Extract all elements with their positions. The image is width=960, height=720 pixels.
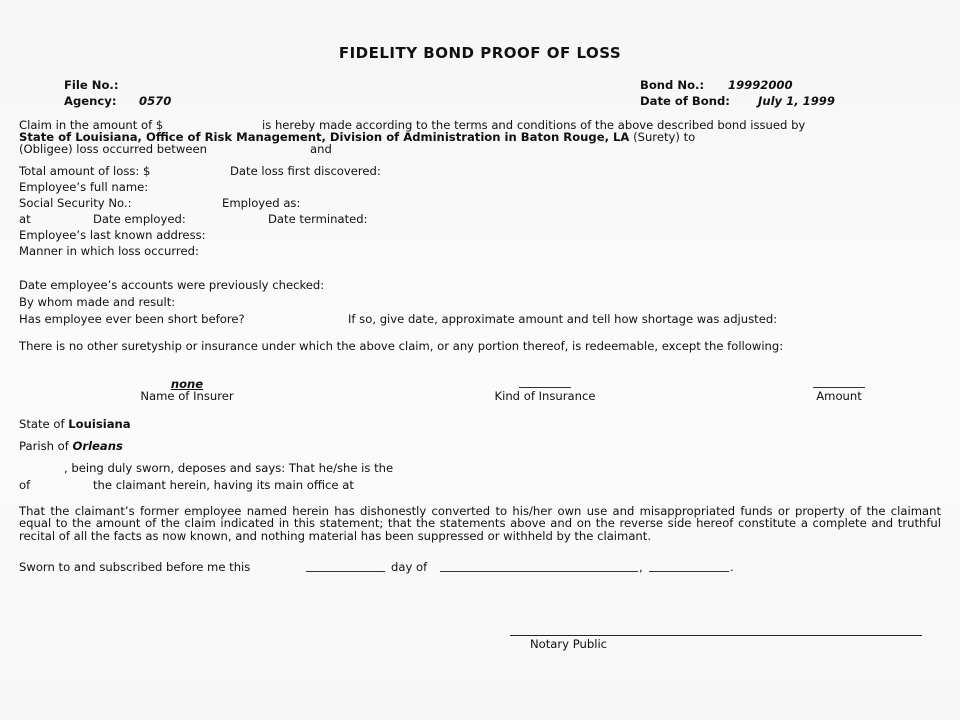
- accounts-checked-label: Date employee’s accounts were previously checked:: [19, 278, 325, 292]
- surety-name: State of Louisiana, Office of Risk Management, Division of Administration in Baton Rouge, LA: [19, 130, 630, 144]
- sworn-of-label: of: [19, 478, 31, 492]
- agency-value: 0570: [139, 94, 172, 108]
- kind-of-insurance-blank: [519, 387, 571, 388]
- manner-label: Manner in which loss occurred:: [19, 244, 199, 258]
- total-loss-label: Total amount of loss: $: [19, 164, 151, 178]
- insurer-label: Name of Insurer: [140, 389, 234, 403]
- loss-period-label: (Obligee) loss occurred between: [19, 142, 207, 156]
- claim-amount-label: Claim in the amount of $: [19, 118, 164, 132]
- month-blank: [440, 571, 638, 572]
- bond-no-value: 19992000: [728, 78, 793, 92]
- claim-terms-text: is hereby made according to the terms and conditions of the above described bond issued by: [262, 118, 806, 132]
- bond-no-label: Bond No.:: [640, 78, 705, 92]
- notary-label: Notary Public: [530, 637, 608, 651]
- suretyship-text: There is no other suretyship or insurance under which the above claim, or any portion thereof, is redeemable, except the following:: [19, 339, 784, 353]
- state-label: State of: [19, 417, 65, 431]
- employed-as-label: Employed as:: [222, 196, 301, 210]
- amount-blank: [813, 387, 865, 388]
- kind-label: Kind of Insurance: [494, 389, 596, 403]
- insurer-value: none: [170, 377, 204, 391]
- parish-label: Parish of: [19, 439, 69, 453]
- last-address-label: Employee’s last known address:: [19, 228, 206, 242]
- by-whom-label: By whom made and result:: [19, 295, 176, 309]
- subscribed-comma: ,: [639, 560, 643, 574]
- state-value: Louisiana: [68, 417, 131, 431]
- date-employed-label: Date employed:: [93, 212, 186, 226]
- amount-label: Amount: [816, 389, 862, 403]
- sworn-line: , being duly sworn, deposes and says: That he/she is the: [64, 461, 394, 475]
- document-title: FIDELITY BOND PROOF OF LOSS: [338, 44, 622, 62]
- if-so-label: If so, give date, approximate amount and tell how shortage was adjusted:: [348, 312, 778, 326]
- notary-signature-line: [510, 635, 922, 636]
- day-of-label: day of: [391, 560, 428, 574]
- day-blank: [306, 571, 385, 572]
- loss-period-and: and: [310, 142, 332, 156]
- short-before-label: Has employee ever been short before?: [19, 312, 245, 326]
- surety-suffix: (Surety) to: [633, 130, 696, 144]
- agency-label: Agency:: [64, 94, 117, 108]
- file-no-label: File No.:: [64, 78, 119, 92]
- date-discovered-label: Date loss first discovered:: [230, 164, 381, 178]
- state-line: [19, 417, 131, 431]
- date-of-bond-value: July 1, 1999: [758, 94, 835, 108]
- statement-text: That the claimant’s former employee named herein has dishonestly converted to his/her own use and misappropriated funds or property of the claimant equal to the amount of the claim indicated in this statement; that the statements above and on the reverse side hereof constitute a complete and truthful recital of all the facts as now known, and nothing material has been suppressed or withheld by the claimant.: [19, 504, 941, 543]
- date-of-bond-label: Date of Bond:: [640, 94, 730, 108]
- parish-value: Orleans: [72, 439, 123, 453]
- parish-line: [19, 439, 123, 453]
- date-terminated-label: Date terminated:: [268, 212, 368, 226]
- ssn-label: Social Security No.:: [19, 196, 132, 210]
- year-blank: [649, 571, 729, 572]
- subscribed-label: Sworn to and subscribed before me this: [19, 560, 251, 574]
- main-office-label: the claimant herein, having its main office at: [93, 478, 354, 492]
- subscribed-period: .: [730, 560, 734, 574]
- employee-name-label: Employee’s full name:: [19, 180, 149, 194]
- at-label: at: [19, 212, 31, 226]
